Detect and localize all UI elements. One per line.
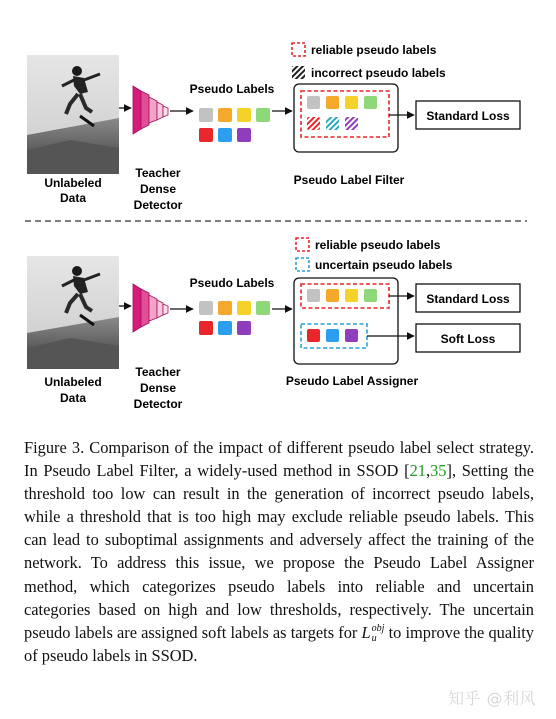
label-square [199,108,213,122]
top-legend-reliable: reliable pseudo labels [311,43,437,57]
top-standard-loss-label: Standard Loss [426,109,510,123]
caption-part-2: ], Setting the threshold too low can result in the generation of incorrect pseudo labels, while a threshold that is too high may exclude reliable pseudo labels. This can lead to suboptimal assignments and adversely affect the training of the network. To address this issue, we propose the Pseudo Label Assigner method, which categorizes pseudo labels into reliable and uncertain categories based on high and low thresholds, respectively. The uncertain pseudo labels are assigned soft labels as targets for [24,461,534,642]
soft-loss-label: Soft Loss [440,332,496,346]
bottom-input-label-1: Unlabeled [44,375,102,389]
citation-link[interactable]: 35 [430,461,447,481]
label-square [218,321,232,335]
citation-link[interactable]: 21 [409,461,426,481]
top-teacher-label-3: Detector [133,198,183,212]
label-square [364,96,377,109]
top-legend-incorrect: incorrect pseudo labels [311,66,446,80]
top-module-name: Pseudo Label Filter [293,173,405,187]
bottom-legend-reliable: reliable pseudo labels [315,238,441,252]
label-square [218,301,232,315]
bottom-teacher-label-3: Detector [133,397,183,411]
bottom-legend-uncertain: uncertain pseudo labels [315,258,453,272]
label-square [199,128,213,142]
label-square [237,108,251,122]
label-square [326,96,339,109]
legend-reliable-swatch [296,238,309,251]
label-square [307,329,320,342]
top-input-label-1: Unlabeled [44,176,102,190]
caption-separator: , [425,461,431,481]
label-square [364,289,377,302]
label-square [199,321,213,335]
label-square [307,96,320,109]
label-square-incorrect [326,117,339,130]
bottom-detector-icon [133,284,168,332]
bottom-standard-loss-label: Standard Loss [426,292,510,306]
top-teacher-label-2: Dense [139,182,177,196]
top-pseudo-labels-title: Pseudo Labels [189,82,275,96]
figure-caption [24,436,534,667]
bottom-module-name: Pseudo Label Assigner [285,374,419,388]
legend-uncertain-swatch [296,258,309,271]
label-square [237,128,251,142]
caption-part-3: to improve the quality of pseudo labels in SSOD. [24,622,534,665]
label-square [256,108,270,122]
caption-part-1: Figure 3. Comparison of the impact of different pseudo label select strategy. In Pseudo Label Filter, a widely-used method in SSOD [ [24,438,534,481]
legend-reliable-swatch [292,43,305,56]
label-square [218,128,232,142]
label-square [345,289,358,302]
label-square [345,96,358,109]
bottom-pseudo-label-grid [199,301,270,335]
label-square [326,329,339,342]
top-detector-icon [133,86,168,134]
label-square [326,289,339,302]
top-teacher-label-1: Teacher [135,166,181,180]
legend-incorrect-swatch [292,66,305,79]
watermark: 知乎 @利风 [448,689,537,708]
label-square [345,329,358,342]
top-input-image [27,55,119,174]
bottom-teacher-label-2: Dense [139,381,177,395]
math-scripts: obj u [371,622,385,644]
label-square-incorrect [345,117,358,130]
top-input-label-2: Data [59,191,87,205]
label-square [237,301,251,315]
label-square [307,289,320,302]
top-pseudo-label-grid [199,108,270,142]
label-square [199,301,213,315]
label-square [218,108,232,122]
bottom-input-label-2: Data [59,391,87,405]
bottom-teacher-label-1: Teacher [135,365,181,379]
label-square [237,321,251,335]
math-loss-symbol: L obj u [361,622,385,644]
label-square [256,301,270,315]
bottom-pseudo-labels-title: Pseudo Labels [189,276,275,290]
bottom-input-image [27,256,119,369]
top-panel [27,43,520,212]
label-square-incorrect [307,117,320,130]
bottom-panel [27,238,520,411]
